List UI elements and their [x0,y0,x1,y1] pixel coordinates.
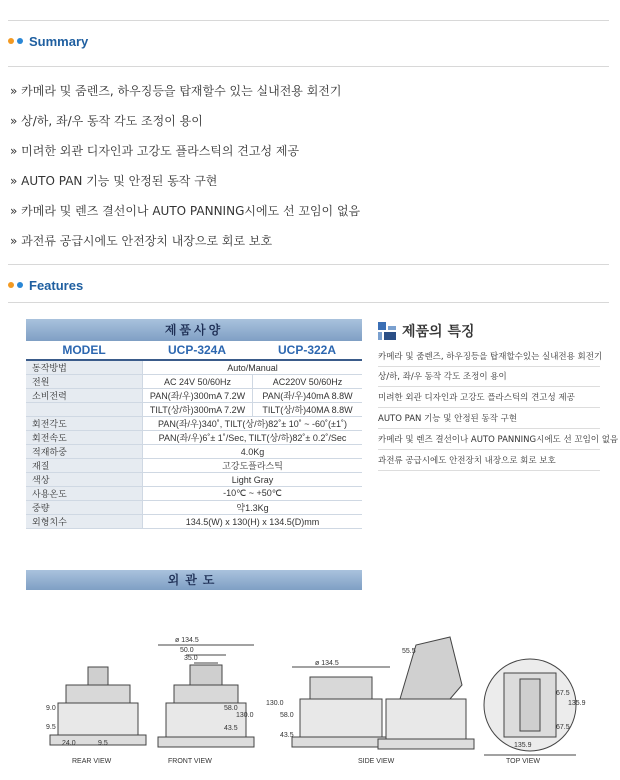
side-dim: 58.0 [280,712,294,719]
summary-header [8,30,88,52]
spec-row-label: 재질 [26,459,142,472]
features-panel-item: 미려한 외관 디자인과 고강도 플라스틱의 견고성 제공 [378,391,600,408]
front-dim: 35.0 [184,655,198,662]
spec-row-label: 소비전력 [26,389,142,402]
view-label-front: FRONT VIEW [168,758,212,765]
top-dim: 135.9 [514,742,532,749]
bullet-dots-icon [8,38,23,44]
spec-row [26,431,362,445]
spec-table-header [26,341,362,361]
summary-item: » 카메라 및 렌즈 결선이나 AUTO PANNING시에도 선 꼬임이 없음 [10,204,361,218]
spec-row-value: TILT(상/하)40MA 8.8W [252,403,362,416]
spec-row-value: Light Gray [142,473,362,486]
features-panel-header [378,320,600,342]
spec-row [26,403,362,417]
spec-row [26,459,362,473]
spec-row-value: TILT(상/하)300mA 7.2W [142,403,252,416]
view-label-rear: REAR VIEW [72,758,112,765]
features-panel-item: 카메라 및 줌렌즈, 하우징등을 탑재할수있는 실내전용 회전기 [378,350,600,367]
spec-table [26,319,362,529]
front-dim: 58.0 [224,705,238,712]
spec-row-value: 고강도플라스틱 [142,459,362,472]
top-dim: 135.9 [568,700,586,707]
rear-view-drawing [50,667,146,745]
spec-row-value: 약1.3Kg [142,501,362,514]
grid-icon [378,322,396,340]
bullet-dots-icon [8,282,23,288]
side-view-drawing [292,637,474,749]
spec-rows [26,361,362,529]
spec-row [26,487,362,501]
features-panel-item: 과전류 공급시에도 안전장치 내장으로 회로 보호 [378,454,600,471]
spec-row-label: 사용온도 [26,487,142,500]
front-view-drawing [158,645,254,747]
summary-item: » 상/하, 좌/우 동작 각도 조정이 용이 [10,114,203,128]
side-dim: 130.0 [266,700,284,707]
features-title: Features [29,277,84,293]
spec-row-label: 적재하중 [26,445,142,458]
spec-row [26,361,362,375]
rear-dim: 24.0 [62,740,76,747]
top-dim: 67.5 [556,724,570,731]
features-panel-item: AUTO PAN 기능 및 안정된 동작 구현 [378,412,600,429]
summary-item: » 미려한 외관 디자인과 고강도 플라스틱의 견고성 제공 [10,144,300,158]
spec-row-value: PAN(좌/우)40mA 8.8W [252,389,362,402]
spec-row [26,501,362,515]
features-panel-item: 카메라 및 렌즈 결선이나 AUTO PANNING시에도 선 꼬임이 없음 [378,433,600,450]
front-dim: 130.0 [236,712,254,719]
spec-row-label: 외형치수 [26,515,142,528]
features-header [8,274,83,296]
spec-row-value: 134.5(W) x 130(H) x 134.5(D)mm [142,515,362,528]
spec-row-label: 회전각도 [26,417,142,430]
spec-row-value: -10℃ ~ +50℃ [142,487,362,500]
spec-header-model: MODEL [62,343,106,357]
side-dim: 55.5 [402,648,416,655]
spec-row-value: PAN(좌/우)6˚± 1˚/Sec, TILT(상/하)82˚± 0.2˚/Sec [142,431,362,444]
spec-row-value: AC220V 50/60Hz [252,375,362,388]
summary-item: » 과전류 공급시에도 안전장치 내장으로 회로 보호 [10,234,273,248]
spec-row-label: 색상 [26,473,142,486]
spec-row-value: Auto/Manual [142,361,362,374]
side-dim: 43.5 [280,732,294,739]
exterior-drawings [30,615,590,765]
summary-item: » 카메라 및 줌렌즈, 하우징등을 탑재할수 있는 실내전용 회전기 [10,84,342,98]
rear-dim: 9.5 [46,724,56,731]
spec-row-value: PAN(좌/우)340˚, TILT(상/하)82˚± 10˚ ~ -60˚(±1˚) [142,417,362,430]
summary-item: » AUTO PAN 기능 및 안정된 동작 구현 [10,174,218,188]
front-dim: 50.0 [180,647,194,654]
features-divider [8,302,609,303]
summary-divider [8,66,609,67]
spec-row [26,515,362,529]
spec-row-label: 중량 [26,501,142,514]
spec-row-value: PAN(좌/우)300mA 7.2W [142,389,252,402]
views-title: 외관도 [26,570,362,590]
rear-dim: 9.5 [98,740,108,747]
features-panel-title: 제품의 특징 [402,324,475,340]
spec-row-label: 동작방법 [26,361,142,374]
rear-dim: 9.0 [46,705,56,712]
spec-row [26,417,362,431]
spec-row-value: 4.0Kg [142,445,362,458]
features-panel-item: 상/하, 좌/우 동작 각도 조정이 용이 [378,370,600,387]
spec-row-label: 전원 [26,375,142,388]
top-dim: 67.5 [556,690,570,697]
spec-header-m1: UCP-324A [167,343,227,357]
features-top-divider [8,264,609,265]
top-divider [8,20,609,21]
spec-row [26,445,362,459]
spec-row-value: AC 24V 50/60Hz [142,375,252,388]
side-dim: ø 134.5 [315,660,339,667]
spec-row-label [26,403,142,416]
spec-table-title: 제품사양 [26,319,362,341]
spec-header-m2: UCP-322A [277,343,337,357]
spec-row [26,473,362,487]
front-dim: ø 134.5 [175,637,199,644]
top-view-drawing [484,659,576,755]
front-dim: 43.5 [224,725,238,732]
view-label-side: SIDE VIEW [358,758,395,765]
spec-row-label: 회전속도 [26,431,142,444]
spec-row [26,389,362,403]
view-label-top: TOP VIEW [506,758,540,765]
features-panel [378,320,619,466]
spec-row [26,375,362,389]
summary-title: Summary [29,33,89,49]
